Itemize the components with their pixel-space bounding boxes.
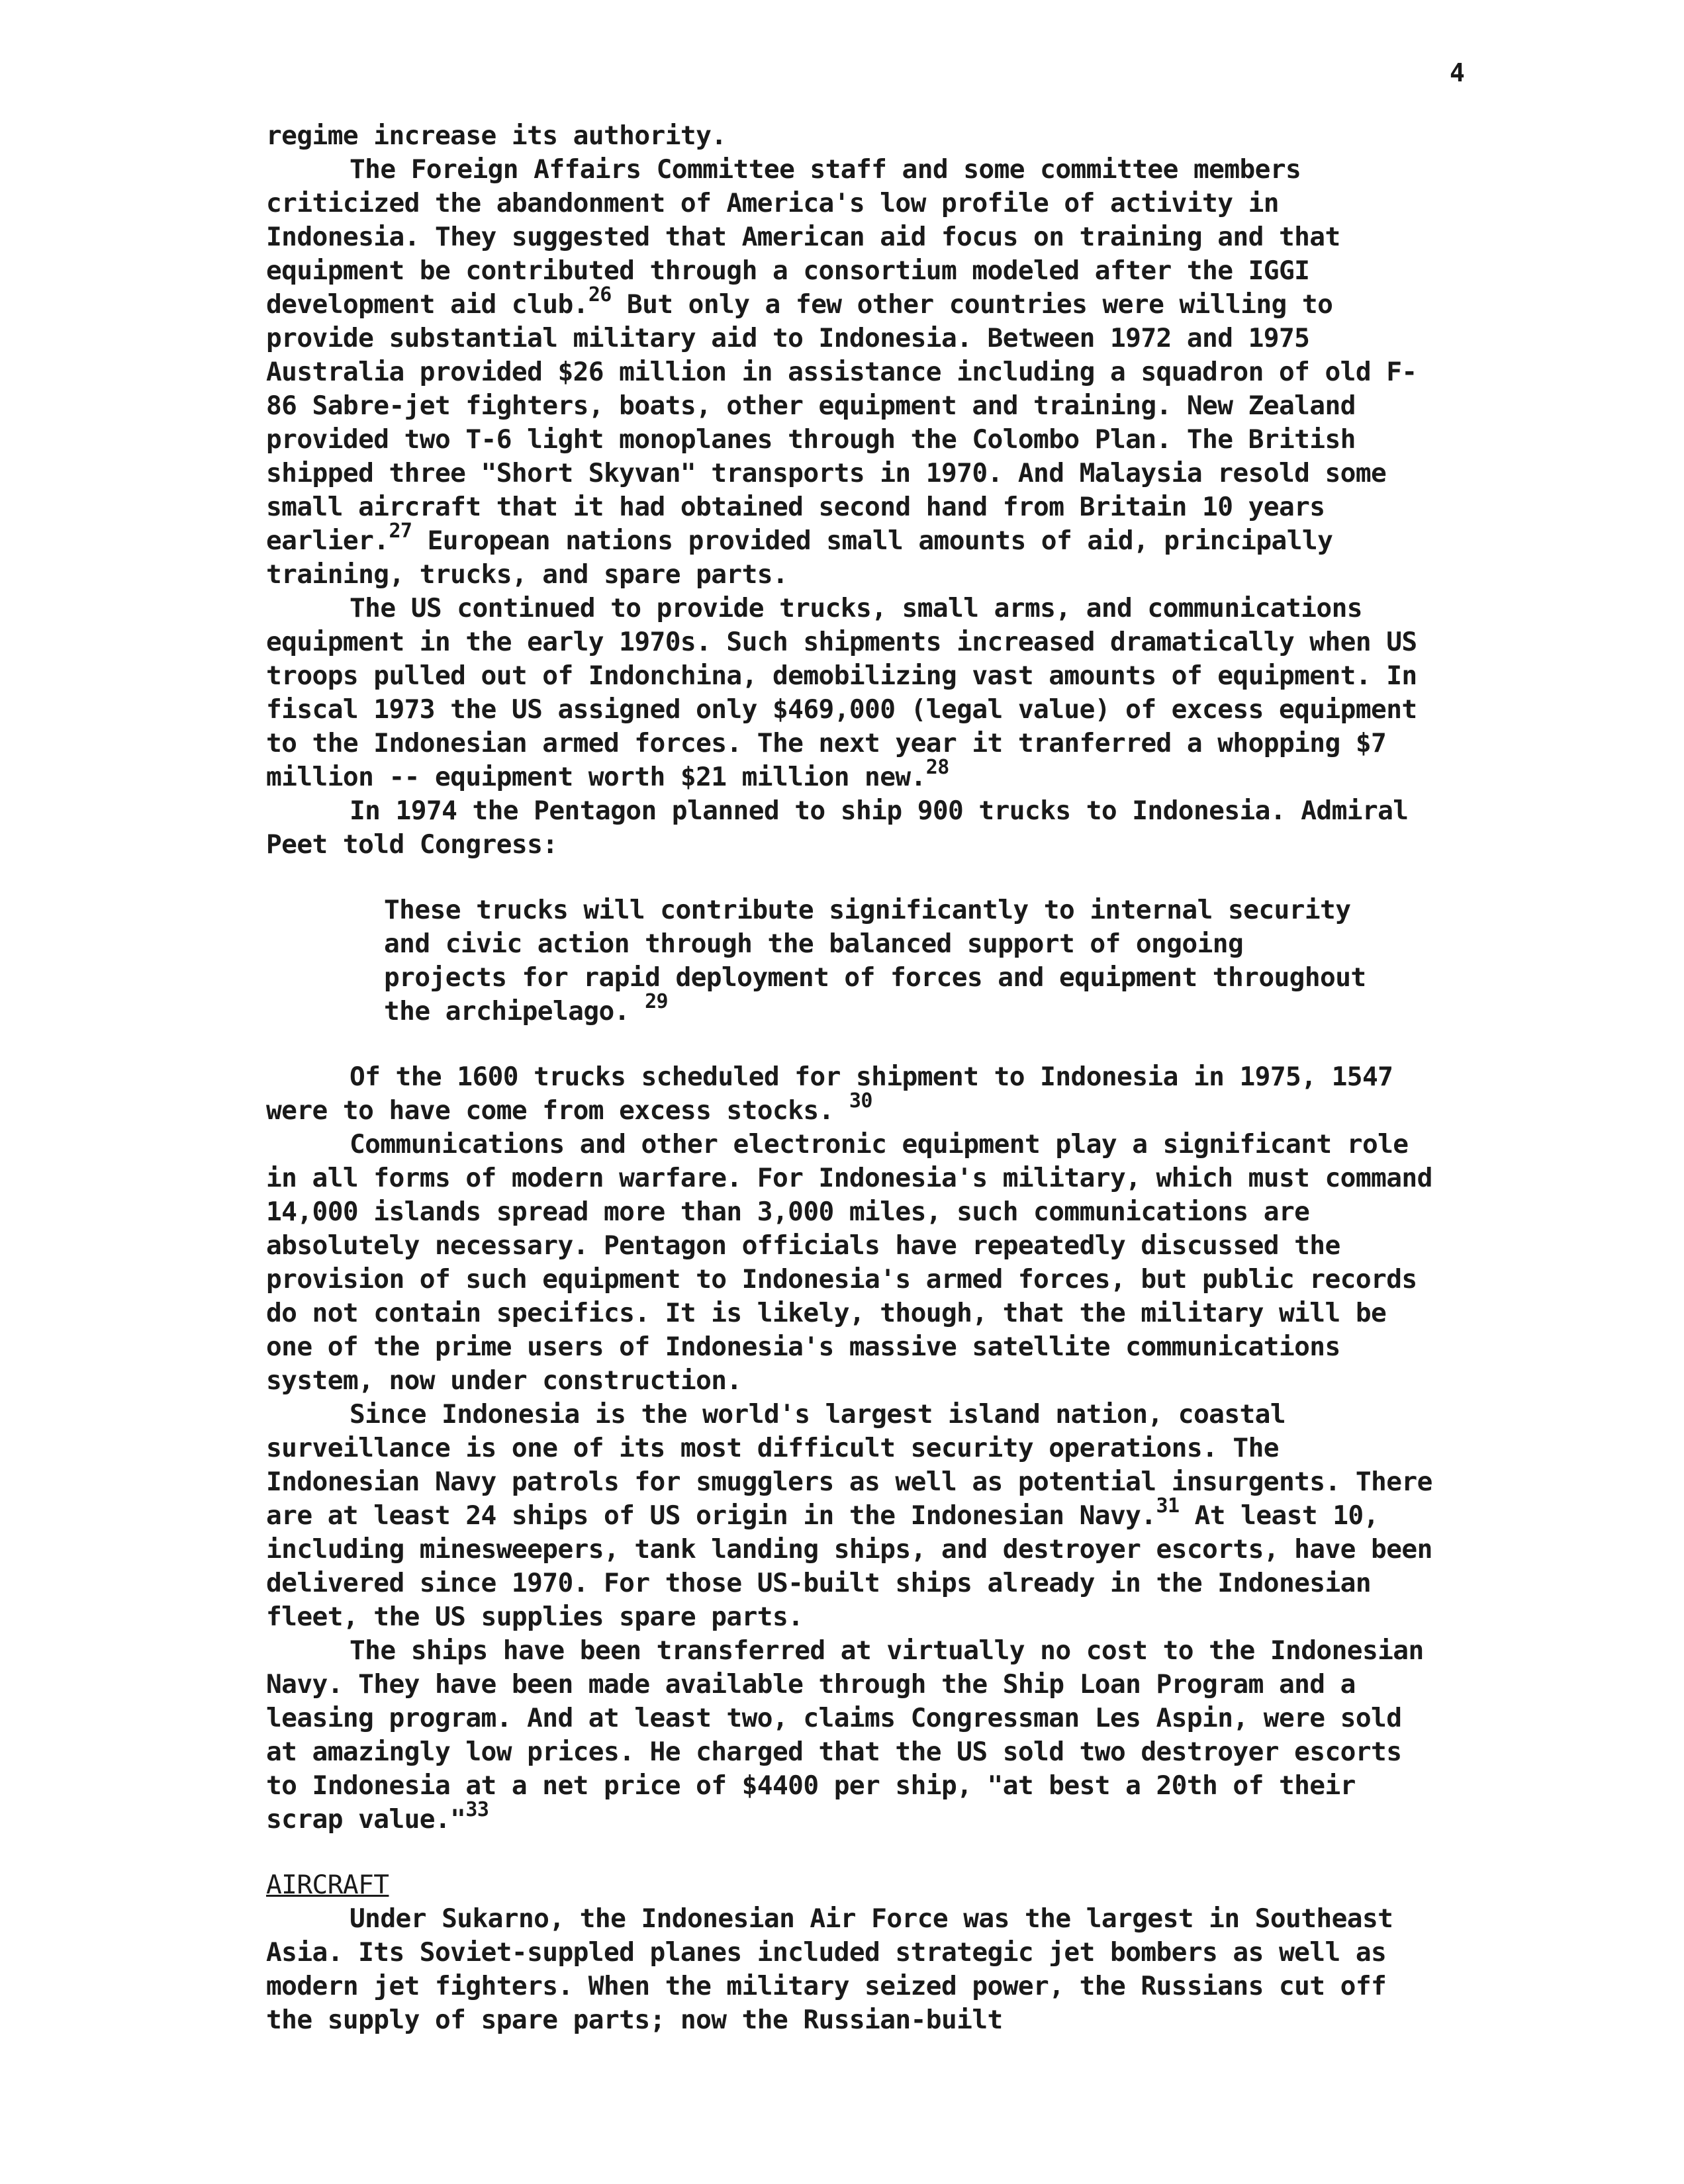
section-heading-aircraft: AIRCRAFT <box>266 1870 389 1900</box>
paragraph-text: The ships have been transferred at virtually no cost to the Indonesian Navy. They have been made available through the Ship Loan Program and a leasing program. And at least two, claims Congressman Les Aspin, were sold at amazingly low prices. He charged that the US sold two destroyer escorts to Indonesia at a net price of $4400 per ship, "at best a 20th of their scrap value." <box>266 1635 1424 1835</box>
paragraph-text: At least 10, including minesweepers, tank landing ships, and destroyer escorts, have been delivered since 1970. For those US-built ships already in the Indonesian fleet, the US supplies spare parts. <box>266 1500 1432 1632</box>
paragraph-pentagon <box>266 794 1444 862</box>
paragraph-text: In 1974 the Pentagon planned to ship 900 trucks to Indonesia. Admiral Peet told Congress: <box>266 796 1409 860</box>
paragraph-1600-trucks <box>266 1060 1444 1128</box>
paragraph-navy <box>266 1398 1444 1634</box>
paragraph-text: Communications and other electronic equipment play a significant role in all forms of modern warfare. For Indonesia's military, which must command 14,000 islands spread more than 3,000 miles, such communications are absolutely necessary. Pentagon officials have repeatedly discussed the provision of such equipment to Indonesia's armed forces, but public records do not contain specifics. It is likely, though, that the military will be one of the prime users of Indonesia's massive satellite communications system, now under construction. <box>266 1129 1432 1396</box>
body-text <box>266 119 1444 2037</box>
paragraph-trucks <box>266 592 1444 794</box>
footnote-ref: 27 <box>389 520 412 543</box>
paragraph-text: The Foreign Affairs Committee staff and some committee members criticized the abandonment of America's low profile of activity in Indonesia. They suggested that American aid focus on training and that equipment be contributed through a consortium modeled after the IGGI development aid club. <box>266 154 1340 320</box>
paragraph-foreign-affairs <box>266 153 1444 592</box>
block-quote <box>384 893 1377 1028</box>
paragraph-text: regime increase its authority. <box>266 120 727 151</box>
quote-text: These trucks will contribute significantly to internal security and civic action through the balanced support of ongoing projects for rapid deployment of forces and equipment throughout the archipelago. <box>384 895 1366 1026</box>
paragraph-text: European nations provided small amounts of aid, principally training, trucks, and spare parts. <box>266 525 1333 590</box>
footnote-ref: 33 <box>465 1798 489 1821</box>
paragraph-text: But only a few other countries were willing to provide substantial military aid to Indonesia. Between 1972 and 1975 Australia provided $26 million in assistance including a squadron of old F-86 Sabre-jet fighters, boats, other equipment and training. New Zealand provided two T-6 light monoplanes through the Colombo Plan. The British shipped three "Short Skyvan" transports in 1970. And Malaysia resold some small aircraft that it had obtained second hand from Britain 10 years earlier. <box>266 289 1417 556</box>
footnote-ref: 31 <box>1156 1494 1180 1518</box>
footnote-ref: 26 <box>588 283 612 306</box>
paragraph-continuation <box>266 119 1444 153</box>
paragraph-air-force <box>266 1902 1444 2037</box>
paragraph-text: Since Indonesia is the world's largest island nation, coastal surveillance is one of its most difficult security operations. The Indonesian Navy patrols for smugglers as well as potential insurgents. There are at least 24 ships of US origin in the Indonesian Navy. <box>266 1399 1432 1531</box>
paragraph-text: Under Sukarno, the Indonesian Air Force was the largest in Southeast Asia. Its Soviet-suppled planes included strategic jet bombers as well as modern jet fighters. When the military seized power, the Russians cut off the supply of spare parts; now the Russian-built <box>266 1903 1393 2035</box>
footnote-ref: 29 <box>645 990 669 1013</box>
paragraph-communications <box>266 1128 1444 1398</box>
footnote-ref: 30 <box>849 1089 872 1113</box>
footnote-ref: 28 <box>925 756 949 779</box>
paragraph-text: Of the 1600 trucks scheduled for shipment to Indonesia in 1975, 1547 were to have come from excess stocks. <box>266 1062 1393 1126</box>
page-number: 4 <box>1450 58 1465 87</box>
paragraph-ships <box>266 1634 1444 1837</box>
paragraph-text: The US continued to provide trucks, small arms, and communications equipment in the early 1970s. Such shipments increased dramatically when US troops pulled out of Indonchina, demobilizing vast amounts of equipment. In fiscal 1973 the US assigned only $469,000 (legal value) of excess equipment to the Indonesian armed forces. The next year it tranferred a whopping $7 million -- equipment worth $21 million new. <box>266 593 1417 792</box>
